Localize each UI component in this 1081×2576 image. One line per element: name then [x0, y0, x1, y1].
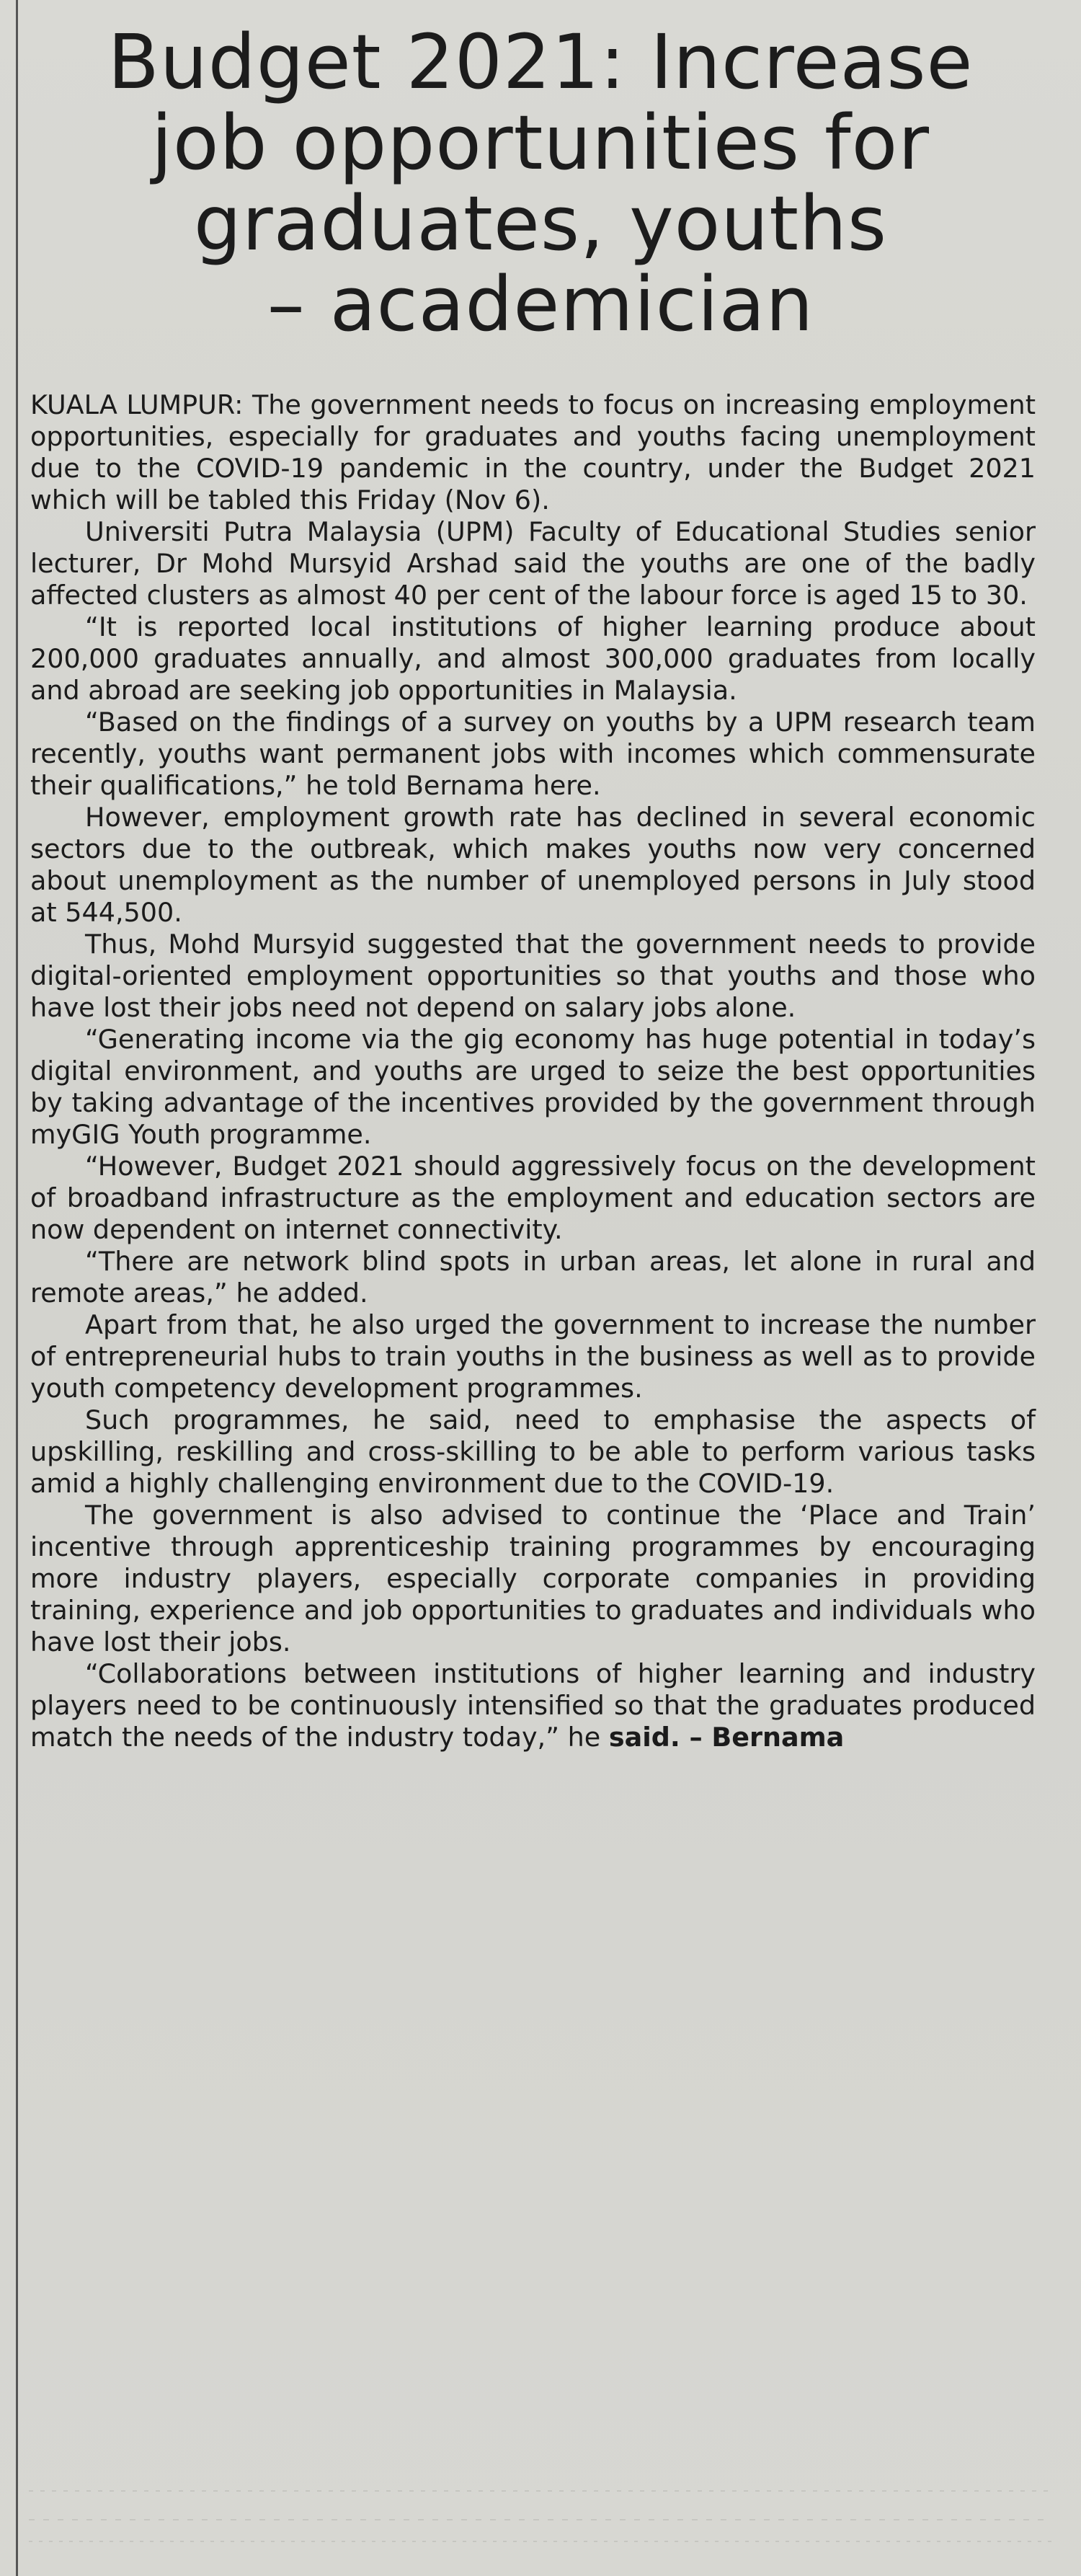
article-paragraph: The government is also advised to continue the ‘Place and Train’ incentive through apprenticeship training programmes by encouraging more industry players, especially corporate companies in providing training, experience and job opportunities to graduates and individuals who have lost their jobs.	[30, 1500, 1036, 1657]
article-paragraph: “It is reported local institutions of higher learning produce about 200,000 graduates annually, and almost 300,000 graduates from locally and abroad are seeking job opportunities in Malaysia.	[30, 611, 1036, 706]
article-paragraph: Apart from that, he also urged the government to increase the number of entrepreneurial hubs to train youths in the business as well as to provide youth competency development programmes.	[30, 1309, 1036, 1404]
article-paragraph: Thus, Mohd Mursyid suggested that the government needs to provide digital-oriented employment opportunities so that youths and those who have lost their jobs need not depend on salary jobs alone.	[30, 929, 1036, 1023]
bleed-through-texture	[29, 2448, 1052, 2556]
article-paragraph: “Generating income via the gig economy has huge potential in today’s digital environment, and youths are urged to seize the best opportunities by taking advantage of the incentives provided by the government through myGIG Youth programme.	[30, 1024, 1036, 1150]
headline-line: job opportunities for	[151, 99, 930, 187]
article-body	[30, 389, 1036, 1753]
article-paragraph: Such programmes, he said, need to emphasise the aspects of upskilling, reskilling and cross-skilling to be able to perform various tasks amid a highly challenging environment due to the COVID-19.	[30, 1404, 1036, 1499]
article-paragraph: “However, Budget 2021 should aggressively focus on the development of broadband infrastructure as the employment and education sectors are now dependent on internet connectivity.	[30, 1151, 1036, 1245]
article-paragraph: However, employment growth rate has declined in several economic sectors due to the outbreak, which makes youths now very concerned about unemployment as the number of unemployed persons in July stood at 544,500.	[30, 802, 1036, 928]
headline	[29, 18, 1052, 348]
article-paragraph: “There are network blind spots in urban areas, let alone in rural and remote areas,” he added.	[30, 1246, 1036, 1309]
article-paragraph: Universiti Putra Malaysia (UPM) Faculty of Educational Studies senior lecturer, Dr Mohd Mursyid Arshad said the youths are one of the badly affected clusters as almost 40 per cent of the labour force is aged 15 to 30.	[30, 516, 1036, 611]
byline-signoff: said. – Bernama	[608, 1722, 845, 1753]
headline-line: graduates, youths	[193, 180, 888, 267]
article-paragraph: KUALA LUMPUR: The government needs to focus on increasing employment opportunities, especially for graduates and youths facing unemployment due to the COVID-19 pandemic in the country, under the Budget 2021 which will be tabled this Friday (Nov 6).	[30, 389, 1036, 515]
bleed-through-text	[29, 2448, 1052, 2556]
article-paragraph	[30, 1658, 1036, 1753]
article-paragraph: “Based on the findings of a survey on youths by a UPM research team recently, youths want permanent jobs with incomes which commensurate their qualifications,” he told Bernama here.	[30, 707, 1036, 801]
headline-line: – academician	[267, 260, 814, 348]
column-rule	[16, 0, 18, 2576]
headline-line: Budget 2021: Increase	[107, 18, 974, 106]
article-paragraph-text: “Collaborations between institutions of higher learning and industry players need to be continuously intensified so that the graduates produced match the needs of the industry today,” he	[30, 1658, 1036, 1753]
